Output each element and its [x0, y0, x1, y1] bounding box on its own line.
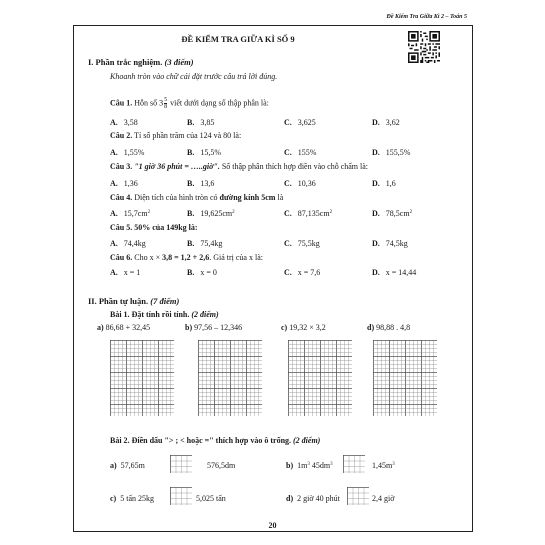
q5-option-d[interactable]: D. 74,5kg	[372, 239, 408, 248]
q4-option-a[interactable]: A. $15,7cm^2$	[110, 209, 151, 218]
qr-code-icon	[408, 31, 440, 63]
exam-title: ĐỀ KIỂM TRA GIỮA KÌ SỐ 9	[181, 34, 295, 44]
bai2-item-b-right: $1,45m^3$	[372, 461, 395, 470]
q5-option-c[interactable]: C. 75,5kg	[284, 239, 320, 248]
q3-option-b[interactable]: B. 13,6	[187, 179, 215, 188]
q1-option-c[interactable]: C. 3,625	[284, 118, 316, 127]
working-grid-a[interactable]	[110, 340, 174, 416]
working-grid-c[interactable]	[288, 340, 352, 416]
bai2-item-a: a) 57,65m	[110, 461, 145, 470]
bai1-item-d: d) 98,88 . 4,8	[367, 323, 411, 332]
q5-option-b[interactable]: B. 75,4kg	[187, 239, 223, 248]
bai2-item-c: c) 5 tấn 25kg	[110, 494, 154, 503]
running-header: Đề Kiểm Tra Giữa Kì 2 – Toán 5	[386, 14, 467, 20]
bai2-item-a-right: 576,5dm	[207, 461, 236, 470]
question-3: Câu 3. "1 giờ 36 phút = …..giờ". Số thập phân thích hợp điền vào chỗ chấm là:	[110, 162, 369, 171]
bai2-item-d-right: 2,4 giờ	[372, 494, 395, 503]
working-grid-d[interactable]	[373, 340, 437, 416]
answer-box-d[interactable]	[347, 487, 369, 505]
bai2-heading: Bài 2. Điền dấu "> ; < hoặc =" thích hợp vào ô trống. (2 điểm)	[110, 436, 321, 445]
q4-option-d[interactable]: D. $78,5cm^2$	[372, 209, 413, 218]
q3-option-c[interactable]: C. 10,36	[284, 179, 316, 188]
q1-option-a[interactable]: A. 3,58	[110, 118, 138, 127]
q6-option-d[interactable]: D. x = 14,44	[372, 268, 417, 277]
q4-option-b[interactable]: B. $19,625cm^2$	[187, 209, 235, 218]
bai1-item-c: c) 19,32 × 3,2	[281, 323, 326, 332]
bai1-heading: Bài 1. Đặt tính rồi tính. (2 điểm)	[110, 310, 219, 319]
part2-heading: II. Phần tự luận. (7 điểm)	[88, 296, 180, 306]
answer-box-c[interactable]	[170, 487, 192, 505]
question-4: Câu 4. Diện tích của hình tròn có đường kính 5cm là	[110, 193, 284, 202]
q4-option-c[interactable]: C. $87,135cm^2$	[284, 209, 333, 218]
q6-option-b[interactable]: B. x = 0	[187, 268, 217, 277]
bai1-item-a: a) 86,68 + 32,45	[97, 323, 151, 332]
page-number: 20	[268, 521, 277, 530]
bai2-item-c-right: 5,025 tấn	[196, 494, 226, 503]
question-1: Câu 1. Hỗn số 3 $\frac{5}{8}$ viết dưới dạng số thập phân là:	[110, 97, 269, 110]
q1-option-d[interactable]: D. 3,62	[372, 118, 400, 127]
question-2: Câu 2. Tỉ số phần trăm của 124 và 80 là:	[110, 131, 242, 140]
q5-option-a[interactable]: A. 74,4kg	[110, 239, 146, 248]
question-5: Câu 5. 50% của 149kg là:	[110, 223, 198, 232]
q6-option-c[interactable]: C. x = 7,6	[284, 268, 321, 277]
q6-option-a[interactable]: A. x = 1	[110, 268, 141, 277]
q1-option-b[interactable]: B. 3,85	[187, 118, 215, 127]
question-6: Câu 6. Cho x × 3,8 = 1,2 + 2,6. Giá trị của x là:	[110, 253, 263, 262]
bai1-item-b: b) 97,56 – 12,346	[185, 323, 243, 332]
bai2-item-d: d) 2 giờ 40 phút	[286, 494, 340, 503]
answer-box-a[interactable]	[170, 455, 192, 473]
q3-option-a[interactable]: A. 1,36	[110, 179, 138, 188]
answer-box-b[interactable]	[343, 455, 365, 473]
q2-option-a[interactable]: A. 1,55%	[110, 148, 145, 157]
q3-option-d[interactable]: D. 1,6	[372, 179, 396, 188]
part1-instruction: Khoanh tròn vào chữ cái đặt trước câu trả lời đúng.	[110, 72, 278, 81]
q2-option-c[interactable]: C. 155%	[284, 148, 317, 157]
working-grid-b[interactable]	[198, 340, 262, 416]
bai2-item-b: b) $1m^3$ $45dm^3$	[286, 461, 333, 470]
mixed-number-fraction: $\frac{5}{8}$	[164, 97, 168, 110]
q2-option-d[interactable]: D. 155,5%	[372, 148, 411, 157]
part1-heading: I. Phần trắc nghiệm. (3 điểm)	[88, 57, 194, 67]
q2-option-b[interactable]: B. 15,5%	[187, 148, 222, 157]
